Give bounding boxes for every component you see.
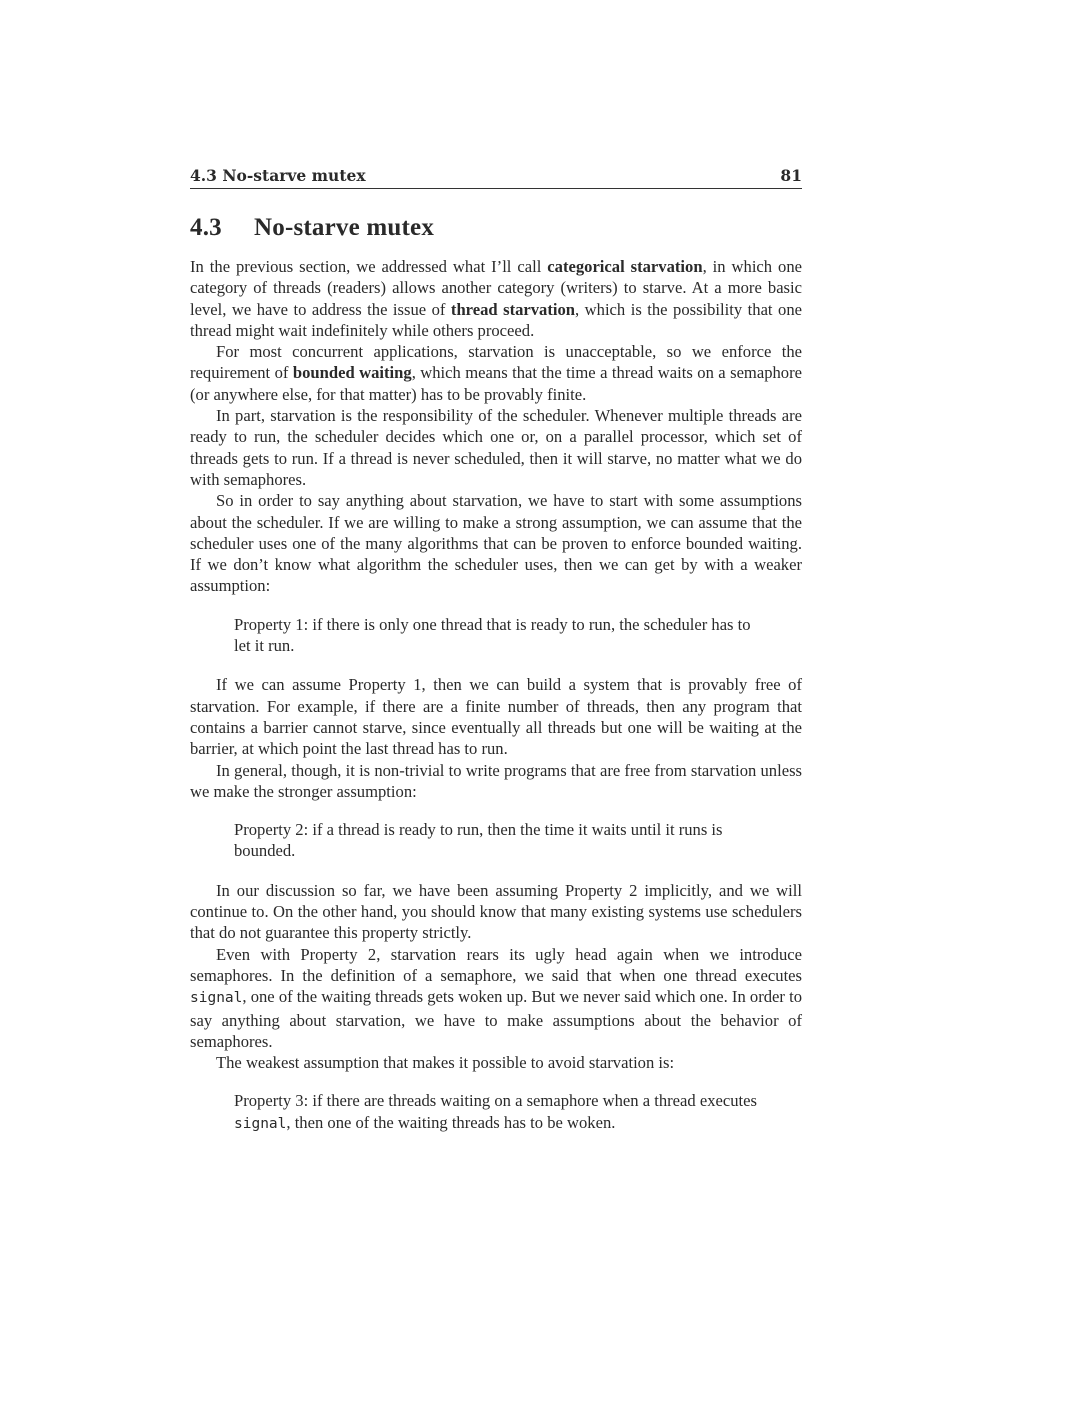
term-bounded-waiting: bounded waiting xyxy=(292,363,412,383)
running-title: 4.3 No-starve mutex xyxy=(190,166,366,185)
text-run: , one of the waiting threads gets woken up. But we never said which one. In order to say anything about starvation, we have to make assumptions about the behavior of semaphores. xyxy=(190,987,802,1051)
paragraph-2 xyxy=(190,341,802,405)
paragraph-8 xyxy=(190,944,802,1052)
paragraph-7: In our discussion so far, we have been assuming Property 2 implicitly, and we will continue to. On the other hand, you should know that many existing systems use schedulers that do not guarantee this property strictly. xyxy=(190,880,802,943)
text-run: , then one of the waiting threads has to be woken. xyxy=(286,1112,616,1132)
section-title: No-starve mutex xyxy=(254,214,435,241)
text-run: , in which one category of threads (readers) allows another category (writers) to starve. At a more basic level, we have to address the issue of xyxy=(190,257,803,319)
page-number: 81 xyxy=(780,166,802,185)
running-header xyxy=(190,166,802,189)
text-run: For most concurrent applications, starvation is unacceptable, so we enforce the requirement of xyxy=(190,342,802,383)
property-3 xyxy=(234,1090,758,1135)
code-signal: signal xyxy=(190,990,243,1007)
text-run: Property 3: if there are threads waiting on a semaphore when a thread executes xyxy=(234,1091,757,1111)
paragraph-4: So in order to say anything about starvation, we have to start with some assumptions about the scheduler. If we are willing to make a strong assumption, we can assume that the scheduler uses one of the many algorithms that can be proven to enforce bounded waiting. If we don’t know what algorithm the scheduler uses, then we can get by with a weaker assumption: xyxy=(190,491,802,596)
page-body xyxy=(190,166,802,1153)
text-run: , which means that the time a thread waits on a semaphore (or anywhere else, for that matter) has to be provably finite. xyxy=(190,363,802,404)
paragraph-3: In part, starvation is the responsibility of the scheduler. Whenever multiple threads are ready to run, the scheduler decides which one or, on a parallel processor, which set of threads gets to run. If a thread is never scheduled, then it will starve, no matter what we do with semaphores. xyxy=(190,406,802,489)
text-run: Even with Property 2, starvation rears its ugly head again when we introduce semaphores. In the definition of a semaphore, we said that when one thread executes xyxy=(190,944,802,985)
paragraph-9: The weakest assumption that makes it possible to avoid starvation is: xyxy=(216,1053,675,1073)
section-heading xyxy=(190,213,802,243)
paragraph-1 xyxy=(190,256,802,341)
term-thread-starvation: thread starvation xyxy=(450,299,576,319)
paragraph-6: In general, though, it is non-trivial to write programs that are free from starvation unless we make the stronger assumption: xyxy=(190,760,802,801)
section-number: 4.3 xyxy=(190,214,222,241)
code-signal: signal xyxy=(234,1115,287,1132)
paragraph-5: If we can assume Property 1, then we can build a system that is provably free of starvation. For example, if there are a finite number of threads, then any program that contains a barrier cannot starve, since eventually all threads but one will be waiting at the barrier, at which point the last thread has to run. xyxy=(190,675,802,759)
property-1: Property 1: if there is only one thread that is ready to run, the scheduler has to let it run. xyxy=(234,614,751,656)
term-categorical-starvation: categorical starvation xyxy=(547,257,703,276)
text-run: , which is the possibility that one thread might wait indefinitely while others proceed. xyxy=(190,299,802,340)
property-2: Property 2: if a thread is ready to run, then the time it waits until it runs is bounded. xyxy=(234,820,723,861)
text-run: In the previous section, we addressed what I’ll call xyxy=(190,257,548,276)
